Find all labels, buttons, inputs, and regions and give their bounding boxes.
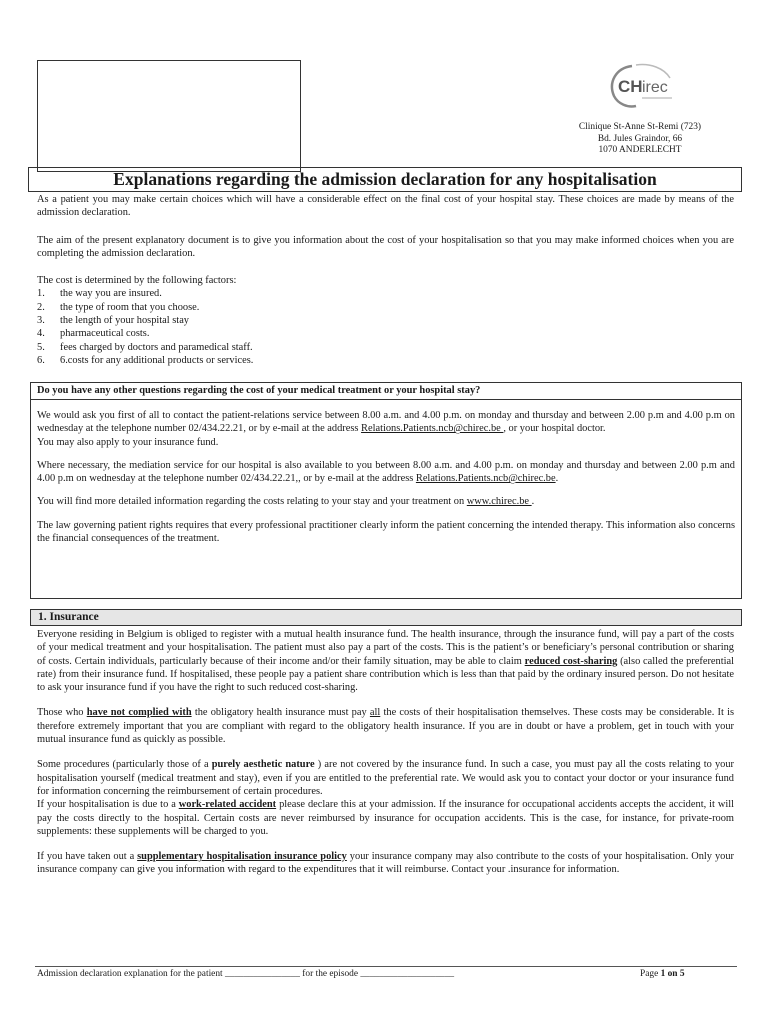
questions-heading: Do you have any other questions regarding the cost of your medical treatment or your hospital stay? [31, 383, 741, 400]
patient-rights-paragraph: The law governing patient rights requires that every professional practitioner clearly inform the patient concerning the intended therapy. This information also concerns the financial consequences of the treatment. [37, 519, 735, 545]
document-title: Explanations regarding the admission declaration for any hospitalisation [28, 167, 742, 192]
list-item: 1. the way you are insured. [37, 288, 162, 300]
page-number: Page 1 on 5 [640, 969, 685, 979]
intro-paragraph: The aim of the present explanatory document is to give you information about the cost of your hospitalisation so that you may make informed choices when you are completing the admission declaration. [37, 234, 734, 259]
intro-section [37, 193, 734, 367]
footer-divider [35, 966, 737, 967]
intro-paragraph: As a patient you may make certain choices which will have a considerable effect on the final cost of your hospital stay. These choices are made by means of the admission declaration. [37, 194, 734, 219]
insurance-paragraph: Some procedures (particularly those of a purely aesthetic nature ) are not covered by the insurance fund. In such a case, you must pay all the costs relating to your hospitalisation yourself (medical treatment and stay), even if you are entitled to the preferential rate. We would ask you to contact your doctor or your insurance fund for information concerning the reimbursement of certain procedures. If your hospitalisation is due to a work-related accident please declare this at your admission. If the insurance for occupational accidents accepts the accident, it will pay the costs directly to the hospital. Certain costs are never reimbursed by insurance for occupation accidents. This is the case, for instance, for private-room supplements: these supplements will be charged to you. [37, 759, 734, 837]
list-item: 3. the length of your hospital stay [37, 315, 189, 327]
insurance-paragraph: Everyone residing in Belgium is obliged to register with a mutual health insurance fund. The health insurance, through the insurance fund, will pay a part of the costs of your medical treatment and your hospitalisation. The patient must also pay a part of the costs. This is the patient’s or beneficiary’s personal contribution or sharing of costs. Certain individuals, particularly because of their income and/or their family situation, may be able to claim reduced cost-sharing (also called the preferential rate) from their insurance fund. If hospitalised, these people pay a patient share contribution which is less than that paid by the ordinary insured person. Do not hesitate to ask your insurance fund if you have the right to such reduced cost-sharing. [37, 629, 734, 694]
chirec-logo [606, 62, 678, 112]
address-line: Bd. Jules Graindor, 66 [597, 133, 683, 144]
mediation-email-link[interactable]: Relations.Patients.ncb@chirec.be [415, 473, 556, 485]
patient-relations-email-link[interactable]: Relations.Patients.ncb@chirec.be [361, 423, 504, 435]
mediation-paragraph: Where necessary, the mediation service for our hospital is also available to you between 8.00 a.m. and 4.00 p.m. on monday and thursday and between 2.00 p.m and 4.00 p.m on wednesday at the telephone number 02/434.22.21,, or by e-mail at the address Relations.Patients.ncb@chirec.be. [37, 459, 735, 485]
factors-list [37, 287, 734, 367]
website-paragraph: You will find more detailed information regarding the costs relating to your stay and your treatment on www.chirec.be . [37, 496, 535, 508]
insurance-paragraph: Those who have not complied with the obligatory health insurance must pay all the costs of their hospitalisation themselves. These costs may be considerable. It is therefore extremely important that you are compliant with regard to the obligatory health insurance. If you are in doubt or have a problem, get in touch with your mutual insurance fund as quickly as possible. [37, 707, 735, 746]
hospital-address [545, 122, 735, 157]
footer-text: Admission declaration explanation for the patient ________________ for the episode ____________________ [37, 969, 455, 979]
list-item: 2. the type of room that you choose. [37, 301, 200, 313]
section-heading-insurance: 1. Insurance [30, 609, 742, 626]
address-line: 1070 ANDERLECHT [598, 145, 682, 156]
contact-paragraph: We would ask you first of all to contact the patient-relations service between 8.00 a.m. and 4.00 p.m. on monday and thursday and between 2.00 p.m and 4.00 p.m on wednesday at the telephone number 02/434.22.21, or by e-mail at the address Relations.Patients.ncb@chirec.be , or your hospital doctor. You may also apply to your insurance fund. [37, 410, 735, 448]
address-line: Clinique St-Anne St-Remi (723) [578, 122, 702, 132]
list-item: 6. 6.costs for any additional products or services. [37, 354, 254, 366]
list-item: 4. pharmaceutical costs. [37, 328, 150, 340]
patient-label-box [37, 60, 301, 172]
insurance-paragraph: If you have taken out a supplementary hospitalisation insurance policy your insurance company may also contribute to the costs of your hospitalisation. Only your insurance company can give you information with regard to the expenditures that it will reimburse. Contact your .insurance for information. [37, 851, 734, 876]
factors-intro: The cost is determined by the following factors: [37, 275, 237, 287]
svg-text:irec: irec [642, 79, 668, 96]
insurance-section [37, 628, 734, 877]
website-link[interactable]: www.chirec.be [466, 496, 532, 508]
list-item: 5. fees charged by doctors and paramedical staff. [37, 341, 253, 353]
questions-box [30, 382, 742, 599]
svg-text:CH: CH [618, 77, 643, 96]
